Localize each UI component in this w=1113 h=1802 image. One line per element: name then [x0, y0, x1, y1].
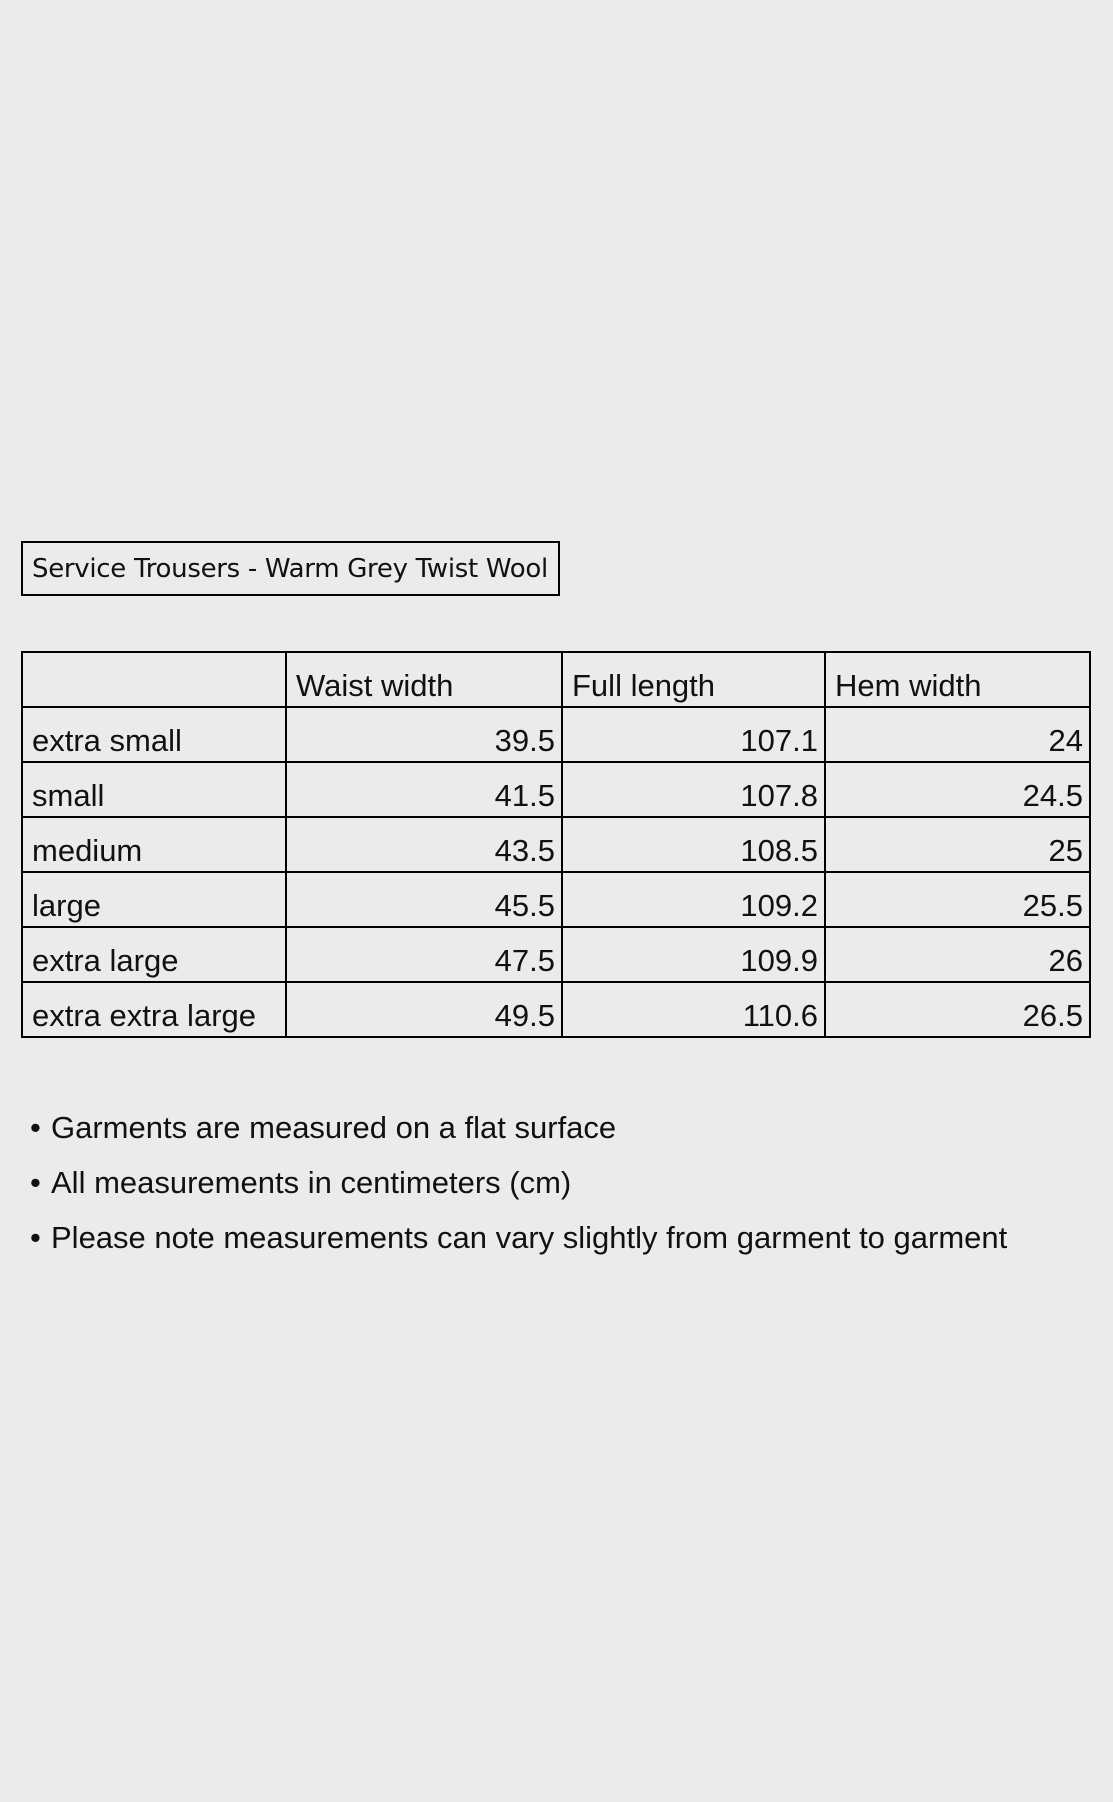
hem-value: 26: [825, 927, 1090, 982]
header-hem-width: Hem width: [825, 652, 1090, 707]
waist-value: 47.5: [286, 927, 562, 982]
size-chart-table: [21, 651, 1091, 1038]
length-value: 109.2: [562, 872, 825, 927]
waist-value: 45.5: [286, 872, 562, 927]
measurement-notes: [30, 1100, 1007, 1265]
header-size: [22, 652, 286, 707]
table-row: [22, 707, 1090, 762]
hem-value: 26.5: [825, 982, 1090, 1037]
note-item: [30, 1100, 1007, 1155]
note-text: Please note measurements can vary slightly from garment to garment: [51, 1220, 1008, 1255]
bullet-icon: •: [30, 1220, 41, 1255]
product-title: Service Trousers - Warm Grey Twist Wool: [21, 541, 560, 596]
hem-value: 25.5: [825, 872, 1090, 927]
length-value: 109.9: [562, 927, 825, 982]
waist-value: 43.5: [286, 817, 562, 872]
bullet-icon: •: [30, 1165, 41, 1200]
header-full-length: Full length: [562, 652, 825, 707]
length-value: 107.8: [562, 762, 825, 817]
size-label: extra extra large: [22, 982, 286, 1037]
size-label: extra small: [22, 707, 286, 762]
waist-value: 49.5: [286, 982, 562, 1037]
waist-value: 41.5: [286, 762, 562, 817]
table-row: [22, 982, 1090, 1037]
table-row: [22, 762, 1090, 817]
note-text: Garments are measured on a flat surface: [51, 1110, 617, 1145]
waist-value: 39.5: [286, 707, 562, 762]
size-label: large: [22, 872, 286, 927]
size-label: medium: [22, 817, 286, 872]
hem-value: 24: [825, 707, 1090, 762]
size-label: small: [22, 762, 286, 817]
hem-value: 25: [825, 817, 1090, 872]
note-item: [30, 1210, 1007, 1265]
bullet-icon: •: [30, 1110, 41, 1145]
table-header-row: [22, 652, 1090, 707]
length-value: 107.1: [562, 707, 825, 762]
note-text: All measurements in centimeters (cm): [51, 1165, 572, 1200]
table-row: [22, 872, 1090, 927]
table-row: [22, 927, 1090, 982]
length-value: 110.6: [562, 982, 825, 1037]
table-row: [22, 817, 1090, 872]
header-waist-width: Waist width: [286, 652, 562, 707]
note-item: [30, 1155, 1007, 1210]
length-value: 108.5: [562, 817, 825, 872]
hem-value: 24.5: [825, 762, 1090, 817]
size-label: extra large: [22, 927, 286, 982]
